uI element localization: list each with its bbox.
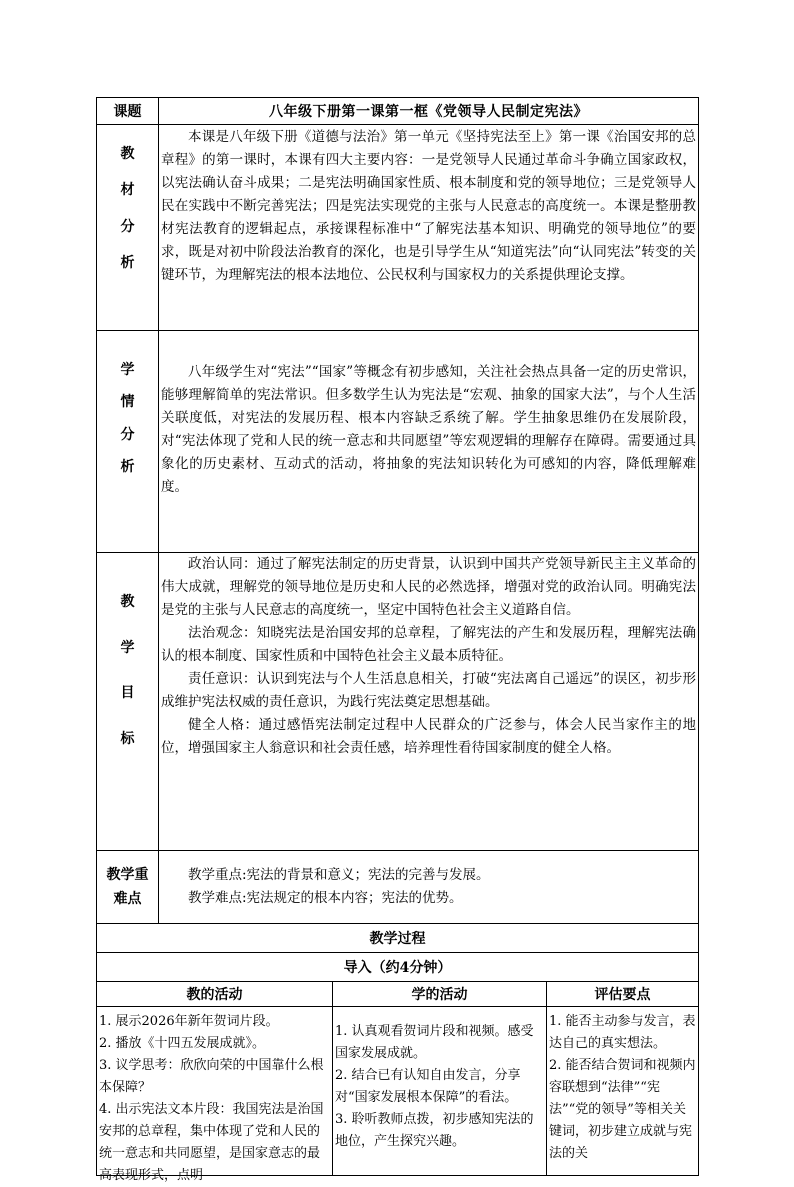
- process-title-row: [97, 924, 699, 953]
- goal-responsibility: 责任意识：认识到宪法与个人生活息息相关，打破“宪法离自己遥远”的误区，初步形成维护宪法权威的责任意识，为践行宪法奠定思想基础。: [161, 671, 697, 710]
- activity-header-row: [97, 982, 699, 1007]
- teacher-activity-cell: [97, 1007, 333, 1183]
- teacher-activity-item: 3. 议学思考：欣欣向荣的中国靠什么根本保障？: [99, 1058, 324, 1095]
- student-activity-item: 1. 认真观看贺词片段和视频。感受国家发展成就。: [335, 1024, 534, 1061]
- title-row: [97, 98, 699, 125]
- lesson-plan-page: [96, 97, 698, 1183]
- material-analysis-row: [97, 125, 699, 331]
- material-analysis-text: 本课是八年级下册《道德与法治》第一单元《坚持宪法至上》第一课《治国安邦的总章程》的第一课时，本课有四大主要内容：一是党领导人民通过革命斗争确立国家政权，以宪法确认奋斗成果；二是宪法明确国家性质、根本制度和党的领导地位；三是党领导人民在实践中不断完善宪法；四是宪法实现党的主张与人民意志的高度统一。本课是整册教材宪法教育的逻辑起点，承接课程标准中“了解宪法基本知识、明确党的领导地位”的要求，既是对初中阶段法治教育的深化，也是引导学生从“知道宪法”向“认同宪法”转变的关键环节，为理解宪法的根本法地位、公民权利与国家权力的关系提供理论支撑。: [161, 129, 697, 283]
- col-teacher-activity: 教的活动: [97, 982, 333, 1007]
- intro-title-row: [97, 953, 699, 982]
- student-analysis-label: 学 情 分 析: [97, 331, 159, 553]
- material-analysis-label: 教 材 分 析: [97, 125, 159, 331]
- key-points-row: [97, 851, 699, 924]
- assessment-cell: [547, 1007, 699, 1176]
- teaching-process-title: 教学过程: [97, 924, 699, 953]
- student-activity-cell: [333, 1007, 547, 1176]
- col-student-activity: 学的活动: [333, 982, 547, 1007]
- goal-personality: 健全人格：通过感悟宪法制定过程中人民群众的广泛参与，体会人民当家作主的地位，增强国家主人翁意识和社会责任感，培养理性看待国家制度的健全人格。: [161, 717, 697, 756]
- assessment-item: 2. 能否结合贺词和视频内容联想到“法律”“宪法”“党的领导”等相关关键词，初步建立成就与宪法的关: [549, 1058, 696, 1161]
- teacher-activity-item: 4. 出示宪法文本片段：我国宪法是治国安邦的总章程，集中体现了党和人民的统一意志和共同愿望，是国家意志的最高表现形式，点明: [99, 1102, 324, 1183]
- student-activity-item: 2. 结合已有认知自由发言，分享对“国家发展根本保障”的看法。: [335, 1068, 521, 1105]
- intro-title: 导入（约4分钟）: [97, 953, 699, 982]
- teaching-goals-text-cell: [159, 553, 699, 851]
- lesson-title: 八年级下册第一课第一框《党领导人民制定宪法》: [159, 98, 699, 125]
- teacher-activity-item: 2. 播放《十四五发展成就》。: [99, 1036, 266, 1051]
- key-points-label: 教学重 难点: [97, 851, 159, 924]
- student-analysis-text: 八年级学生对“宪法”“国家”等概念有初步感知，关注社会热点具备一定的历史常识，能够理解简单的宪法常识。但多数学生认为宪法是“宏观、抽象的国家大法”，与个人生活关联度低，对宪法的发展历程、根本内容缺乏系统了解。学生抽象思维仍在发展阶段，对“宪法体现了党和人民的统一意志和共同愿望”等宏观逻辑的理解存在障碍。需要通过具象化的历史素材、互动式的活动，将抽象的宪法知识转化为可感知的内容，降低理解难度。: [161, 364, 697, 495]
- goal-political-identity: 政治认同：通过了解宪法制定的历史背景，认识到中国共产党领导新民主主义革命的伟大成就，理解党的领导地位是历史和人民的必然选择，增强对党的政治认同。明确宪法是党的主张与人民意志的高度统一，坚定中国特色社会主义道路自信。: [161, 556, 697, 618]
- student-analysis-row: [97, 331, 699, 553]
- lesson-plan-table: [96, 97, 699, 1183]
- key-points-text-cell: [159, 851, 699, 924]
- assessment-item: 1. 能否主动参与发言，表达自己的真实想法。: [549, 1014, 696, 1051]
- teaching-difficulty: 教学难点:宪法规定的根本内容；宪法的优势。: [188, 890, 463, 906]
- teaching-goals-row: [97, 553, 699, 851]
- teaching-focus: 教学重点:宪法的背景和意义；宪法的完善与发展。: [188, 867, 490, 883]
- col-assessment: 评估要点: [547, 982, 699, 1007]
- teacher-activity-item: 1. 展示2026年新年贺词片段。: [99, 1014, 279, 1029]
- teaching-goals-label: 教 学 目 标: [97, 553, 159, 851]
- student-analysis-text-cell: [159, 331, 699, 553]
- goal-rule-of-law: 法治观念：知晓宪法是治国安邦的总章程，了解宪法的产生和发展历程，理解宪法确认的根本制度、国家性质和中国特色社会主义最本质特征。: [161, 625, 697, 664]
- activity-content-row: [97, 1007, 699, 1176]
- material-analysis-text-cell: [159, 125, 699, 331]
- student-activity-item: 3. 聆听教师点拨，初步感知宪法的地位，产生探究兴趣。: [335, 1112, 534, 1149]
- topic-label: 课题: [97, 98, 159, 125]
